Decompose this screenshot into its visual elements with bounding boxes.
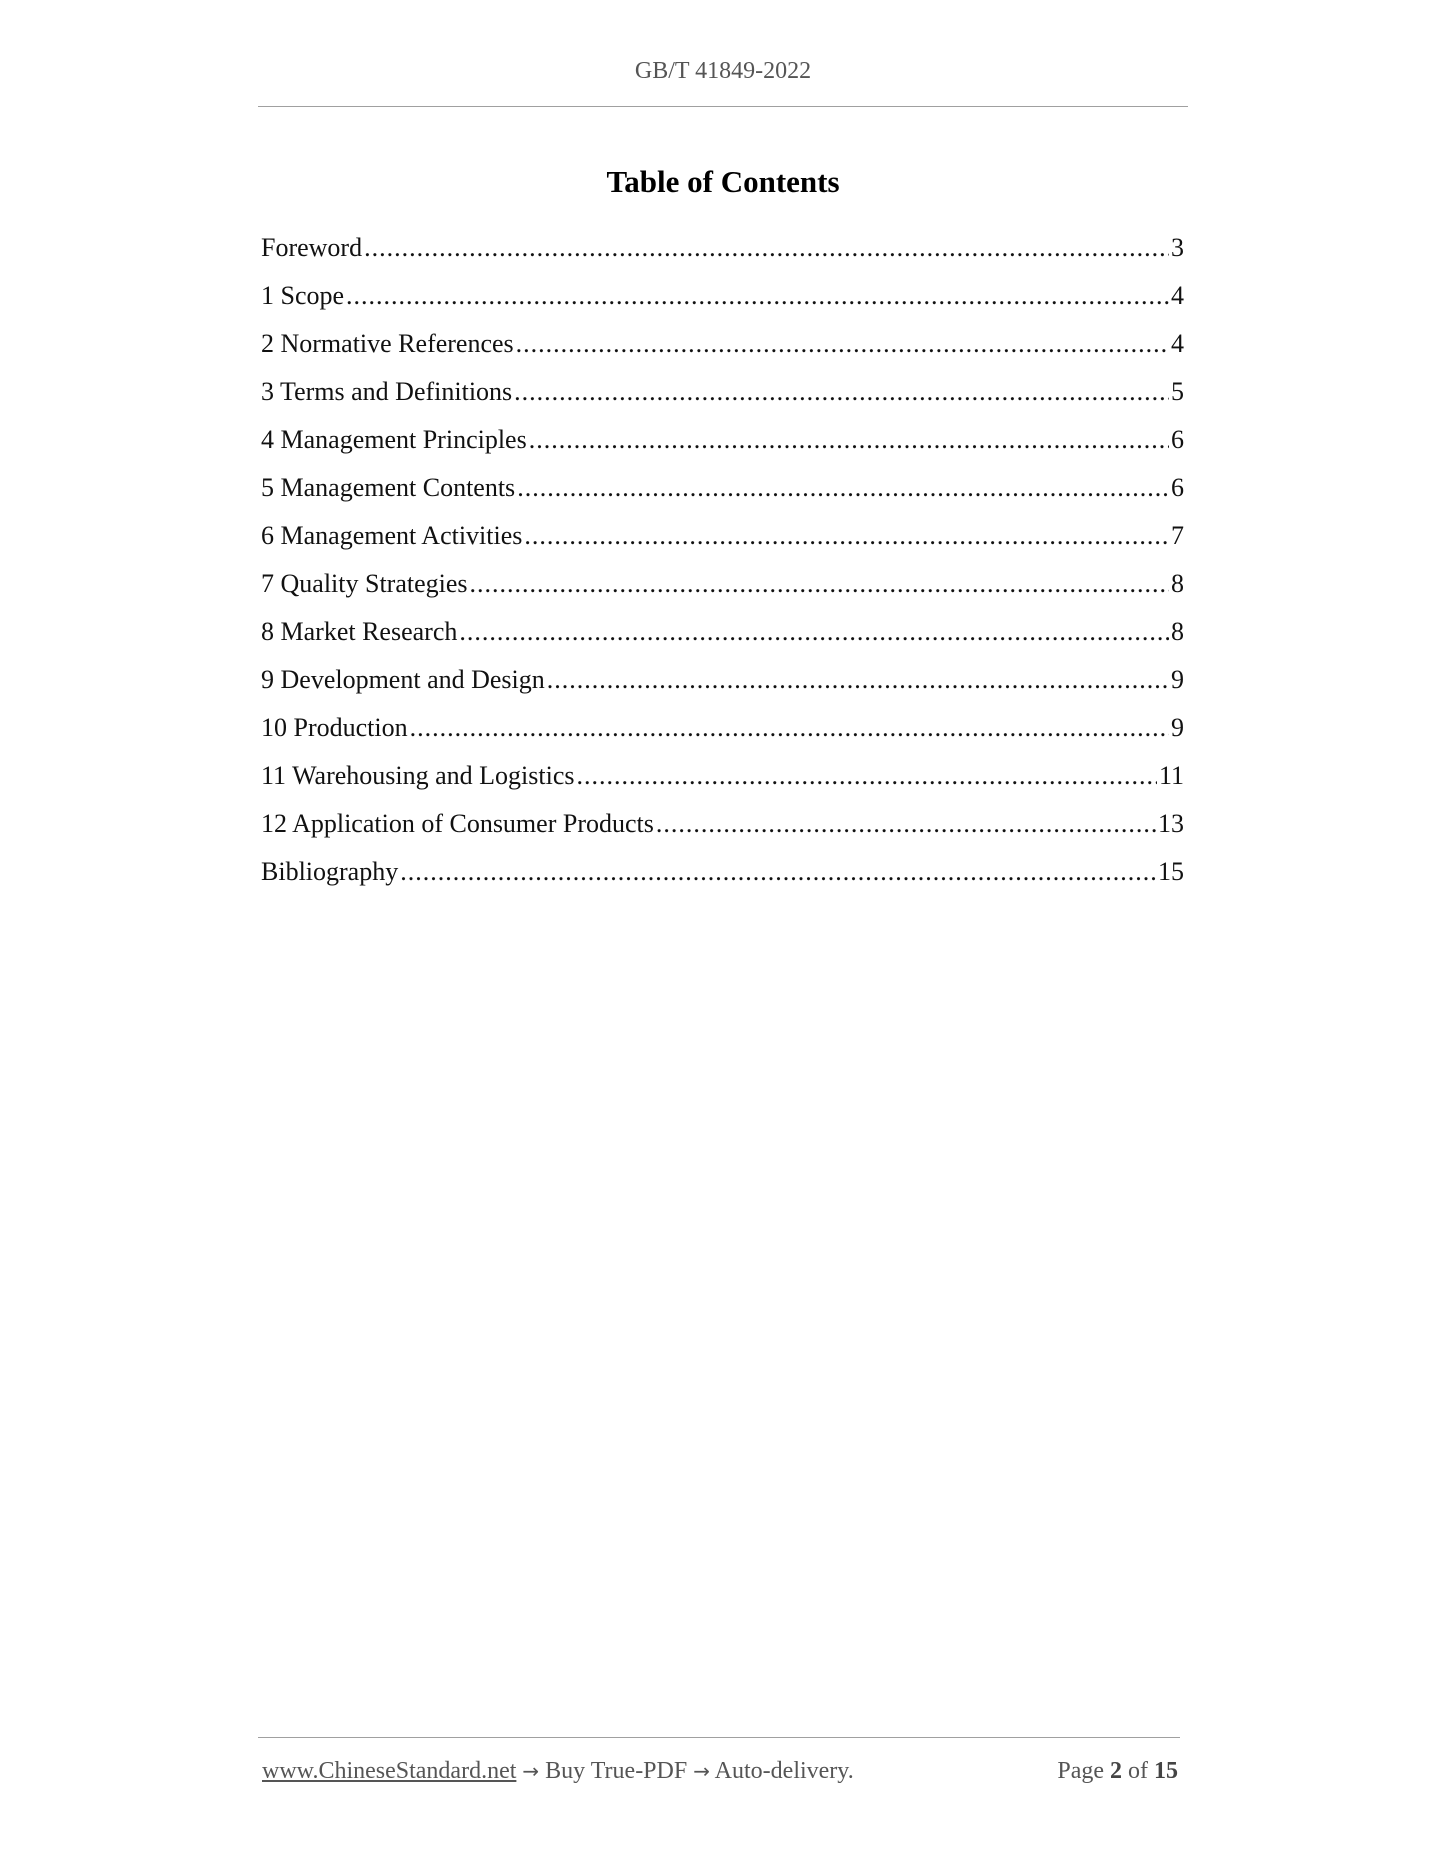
toc-entry-label: 11 Warehousing and Logistics <box>261 761 575 790</box>
toc-entry-page: 5 <box>1171 377 1184 406</box>
toc-entry-market-research[interactable] <box>261 612 1184 660</box>
right-arrow-icon: → <box>522 1759 540 1783</box>
toc-leader-dots <box>364 228 1169 268</box>
toc-list <box>261 228 1184 900</box>
toc-leader-dots <box>517 468 1169 508</box>
toc-leader-dots <box>524 516 1169 556</box>
right-arrow-icon: → <box>693 1759 710 1783</box>
toc-entry-management-contents[interactable] <box>261 468 1184 516</box>
toc-entry-page: 15 <box>1158 857 1184 886</box>
header-divider <box>258 106 1188 107</box>
toc-entry-page: 4 <box>1171 329 1184 358</box>
toc-leader-dots <box>576 756 1156 796</box>
toc-entry-label: 7 Quality Strategies <box>261 569 468 598</box>
toc-entry-scope[interactable] <box>261 276 1184 324</box>
total-pages-number: 15 <box>1154 1758 1178 1784</box>
toc-entry-application-of-consumer-products[interactable] <box>261 804 1184 852</box>
toc-entry-label: 8 Market Research <box>261 617 458 646</box>
toc-leader-dots <box>470 564 1169 604</box>
toc-entry-production[interactable] <box>261 708 1184 756</box>
page-header: GB/T 41849-2022 <box>634 58 812 84</box>
toc-entry-page: 9 <box>1171 713 1184 742</box>
toc-entry-warehousing-and-logistics[interactable] <box>261 756 1184 804</box>
toc-entry-quality-strategies[interactable] <box>261 564 1184 612</box>
toc-entry-page: 8 <box>1171 617 1184 646</box>
toc-entry-label: 12 Application of Consumer Products <box>261 809 654 838</box>
toc-entry-page: 3 <box>1171 233 1184 262</box>
toc-entry-terms-and-definitions[interactable] <box>261 372 1184 420</box>
toc-leader-dots <box>400 852 1156 892</box>
toc-entry-label: 4 Management Principles <box>261 425 527 454</box>
toc-entry-normative-references[interactable] <box>261 324 1184 372</box>
toc-entry-page: 4 <box>1171 281 1184 310</box>
footer-promo <box>262 1758 854 1785</box>
toc-entry-bibliography[interactable] <box>261 852 1184 900</box>
toc-entry-page: 8 <box>1171 569 1184 598</box>
toc-entry-page: 6 <box>1171 425 1184 454</box>
toc-entry-label: 10 Production <box>261 713 408 742</box>
toc-leader-dots <box>410 708 1169 748</box>
current-page-number: 2 <box>1110 1758 1122 1784</box>
toc-entry-page: 13 <box>1158 809 1184 838</box>
toc-title: Table of Contents <box>606 164 840 199</box>
toc-entry-page: 9 <box>1171 665 1184 694</box>
toc-entry-label: 6 Management Activities <box>261 521 523 550</box>
of-word: of <box>1128 1758 1148 1784</box>
toc-entry-management-principles[interactable] <box>261 420 1184 468</box>
page-footer <box>262 1758 1178 1785</box>
auto-delivery-text: Auto-delivery. <box>714 1758 854 1784</box>
toc-leader-dots <box>516 324 1169 364</box>
page-word: Page <box>1057 1758 1104 1784</box>
toc-leader-dots <box>346 276 1169 316</box>
toc-entry-development-and-design[interactable] <box>261 660 1184 708</box>
toc-leader-dots <box>529 420 1169 460</box>
toc-entry-page: 7 <box>1171 521 1184 550</box>
toc-leader-dots <box>547 660 1169 700</box>
footer-divider <box>258 1737 1180 1738</box>
toc-leader-dots <box>514 372 1169 412</box>
toc-entry-page: 11 <box>1158 761 1184 790</box>
buy-true-pdf-text: Buy True-PDF <box>545 1758 688 1784</box>
website-link[interactable]: www.ChineseStandard.net <box>262 1758 517 1784</box>
toc-entry-label: 9 Development and Design <box>261 665 545 694</box>
toc-entry-label: 1 Scope <box>261 281 345 310</box>
toc-leader-dots <box>656 804 1156 844</box>
toc-entry-label: 2 Normative References <box>261 329 514 358</box>
toc-entry-label: 3 Terms and Definitions <box>261 377 513 406</box>
toc-entry-label: 5 Management Contents <box>261 473 516 502</box>
toc-leader-dots <box>459 612 1169 652</box>
toc-entry-label: Bibliography <box>261 857 399 886</box>
toc-entry-page: 6 <box>1171 473 1184 502</box>
toc-entry-management-activities[interactable] <box>261 516 1184 564</box>
page-number <box>1057 1758 1178 1785</box>
toc-entry-label: Foreword <box>261 233 363 262</box>
toc-entry-foreword[interactable] <box>261 228 1184 276</box>
